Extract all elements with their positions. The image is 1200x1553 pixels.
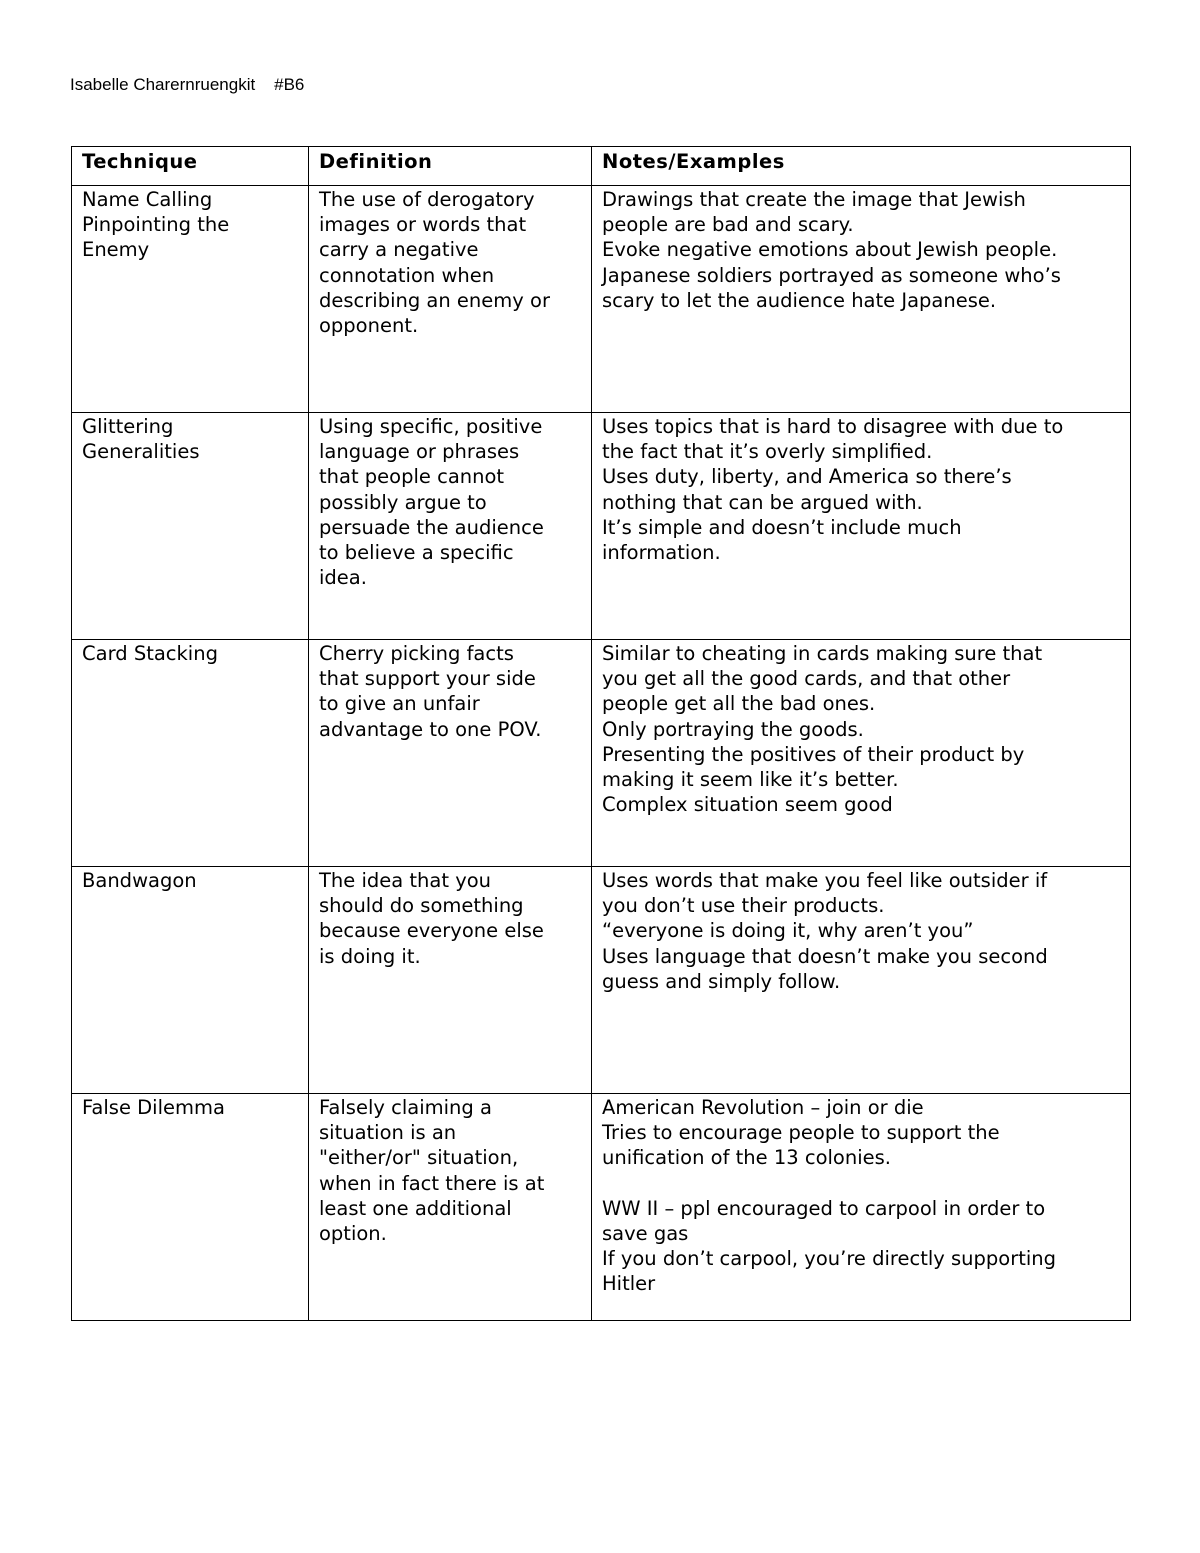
cell-text-line: Presenting the positives of their product by — [602, 742, 1025, 766]
cell-text-line: Cherry picking facts — [319, 642, 514, 665]
cell-text-line: people get all the bad ones. — [602, 692, 876, 716]
cell-text-line: If you don’t carpool, you’re directly supporting — [602, 1247, 1057, 1271]
cell-text-line: Name Calling — [82, 188, 213, 211]
cell-text-line: opponent. — [319, 314, 419, 338]
technique-cell — [72, 867, 309, 1094]
cell-text-line: least one additional — [319, 1196, 512, 1220]
definition-cell — [309, 867, 592, 1094]
notes-cell — [592, 867, 1131, 1094]
cell-text-line: when in fact there is at — [319, 1171, 545, 1195]
table-row — [72, 1094, 1131, 1321]
cell-text-line: the fact that it’s overly simplified. — [602, 440, 933, 464]
table-header-row — [72, 147, 1131, 186]
notes-cell — [592, 1094, 1131, 1321]
cell-text-line: you get all the good cards, and that other — [602, 667, 1011, 691]
cell-text-line: language or phrases — [319, 440, 520, 464]
notes-cell — [592, 640, 1131, 867]
cell-text-line: Tries to encourage people to support the — [602, 1121, 1000, 1145]
definition-cell — [309, 1094, 592, 1321]
cell-text-line: The use of derogatory — [319, 188, 535, 211]
cell-text-line: making it seem like it’s better. — [602, 768, 899, 792]
cell-text-line: Evoke negative emotions about Jewish people. — [602, 238, 1058, 262]
cell-text-line: WW II – ppl encouraged to carpool in order to — [602, 1196, 1046, 1220]
cell-text-line: you don’t use their products. — [602, 894, 885, 918]
notes-cell — [592, 413, 1131, 640]
definition-cell — [309, 186, 592, 413]
cell-text-line: American Revolution – join or die — [602, 1096, 924, 1119]
cell-text-line: is doing it. — [319, 944, 421, 968]
cell-text-line: advantage to one POV. — [319, 717, 542, 741]
cell-text-line: guess and simply follow. — [602, 969, 841, 993]
definition-cell — [309, 640, 592, 867]
cell-text-line — [602, 1171, 1124, 1196]
cell-text-line: False Dilemma — [82, 1096, 225, 1119]
propaganda-techniques-table — [71, 146, 1131, 1321]
cell-text-line: situation is an — [319, 1121, 457, 1145]
cell-text-line: unification of the 13 colonies. — [602, 1146, 891, 1170]
cell-text-line: information. — [602, 541, 721, 565]
cell-text-line: Enemy — [82, 238, 150, 262]
cell-text-line: people are bad and scary. — [602, 213, 854, 237]
cell-text-line: idea. — [319, 566, 367, 590]
document-header — [70, 74, 304, 96]
cell-text-line: that support your side — [319, 667, 536, 691]
cell-text-line: Uses words that make you feel like outsider if — [602, 869, 1048, 892]
cell-text-line: Similar to cheating in cards making sure that — [602, 642, 1043, 665]
cell-text-line: Falsely claiming a — [319, 1096, 492, 1119]
cell-text-line: option. — [319, 1222, 387, 1246]
cell-text-line: nothing that can be argued with. — [602, 490, 923, 514]
cell-text-line: to give an unfair — [319, 692, 480, 716]
cell-text-line: Glittering — [82, 415, 174, 438]
technique-cell — [72, 1094, 309, 1321]
cell-text-line: It’s simple and doesn’t include much — [602, 515, 962, 539]
cell-text-line: to believe a specific — [319, 541, 514, 565]
table-body — [72, 186, 1131, 1321]
header-definition: Definition — [309, 147, 592, 186]
cell-text-line: Uses topics that is hard to disagree with due to — [602, 415, 1064, 438]
table-row — [72, 640, 1131, 867]
cell-text-line: because everyone else — [319, 919, 544, 943]
cell-text-line: “everyone is doing it, why aren’t you” — [602, 919, 974, 943]
cell-text-line: images or words that — [319, 213, 527, 237]
cell-text-line: Bandwagon — [82, 869, 197, 892]
technique-cell — [72, 640, 309, 867]
cell-text-line: Complex situation seem good — [602, 793, 893, 817]
cell-text-line: "either/or" situation, — [319, 1146, 519, 1170]
cell-text-line: Hitler — [602, 1272, 656, 1296]
cell-text-line: Only portraying the goods. — [602, 717, 864, 741]
table-row — [72, 413, 1131, 640]
cell-text-line: carry a negative — [319, 238, 479, 262]
cell-text-line: possibly argue to — [319, 490, 487, 514]
cell-text-line: Using specific, positive — [319, 415, 543, 438]
cell-text-line: persuade the audience — [319, 515, 544, 539]
cell-text-line: The idea that you — [319, 869, 492, 892]
cell-text-line: Card Stacking — [82, 642, 218, 665]
notes-cell — [592, 186, 1131, 413]
definition-cell — [309, 413, 592, 640]
cell-text-line: save gas — [602, 1222, 689, 1245]
cell-text-line: Japanese soldiers portrayed as someone who’s — [602, 263, 1061, 287]
technique-cell — [72, 186, 309, 413]
cell-text-line: Drawings that create the image that Jewish — [602, 188, 1026, 211]
cell-text-line: scary to let the audience hate Japanese. — [602, 288, 997, 312]
cell-text-line: connotation when — [319, 263, 495, 287]
cell-text-line: Uses duty, liberty, and America so there’s — [602, 465, 1012, 489]
cell-text-line: describing an enemy or — [319, 288, 550, 312]
cell-text-line: Uses language that doesn’t make you second — [602, 944, 1048, 968]
cell-text-line: Pinpointing the — [82, 213, 230, 237]
technique-cell — [72, 413, 309, 640]
table-row — [72, 186, 1131, 413]
student-name: Isabelle Charernruengkit — [70, 75, 256, 94]
cell-text-line: Generalities — [82, 440, 200, 464]
table-row — [72, 867, 1131, 1094]
header-technique: Technique — [72, 147, 309, 186]
cell-text-line: should do something — [319, 894, 524, 918]
cell-text-line: that people cannot — [319, 465, 505, 489]
student-id: #B6 — [274, 75, 305, 94]
header-notes-examples: Notes/Examples — [592, 147, 1131, 186]
